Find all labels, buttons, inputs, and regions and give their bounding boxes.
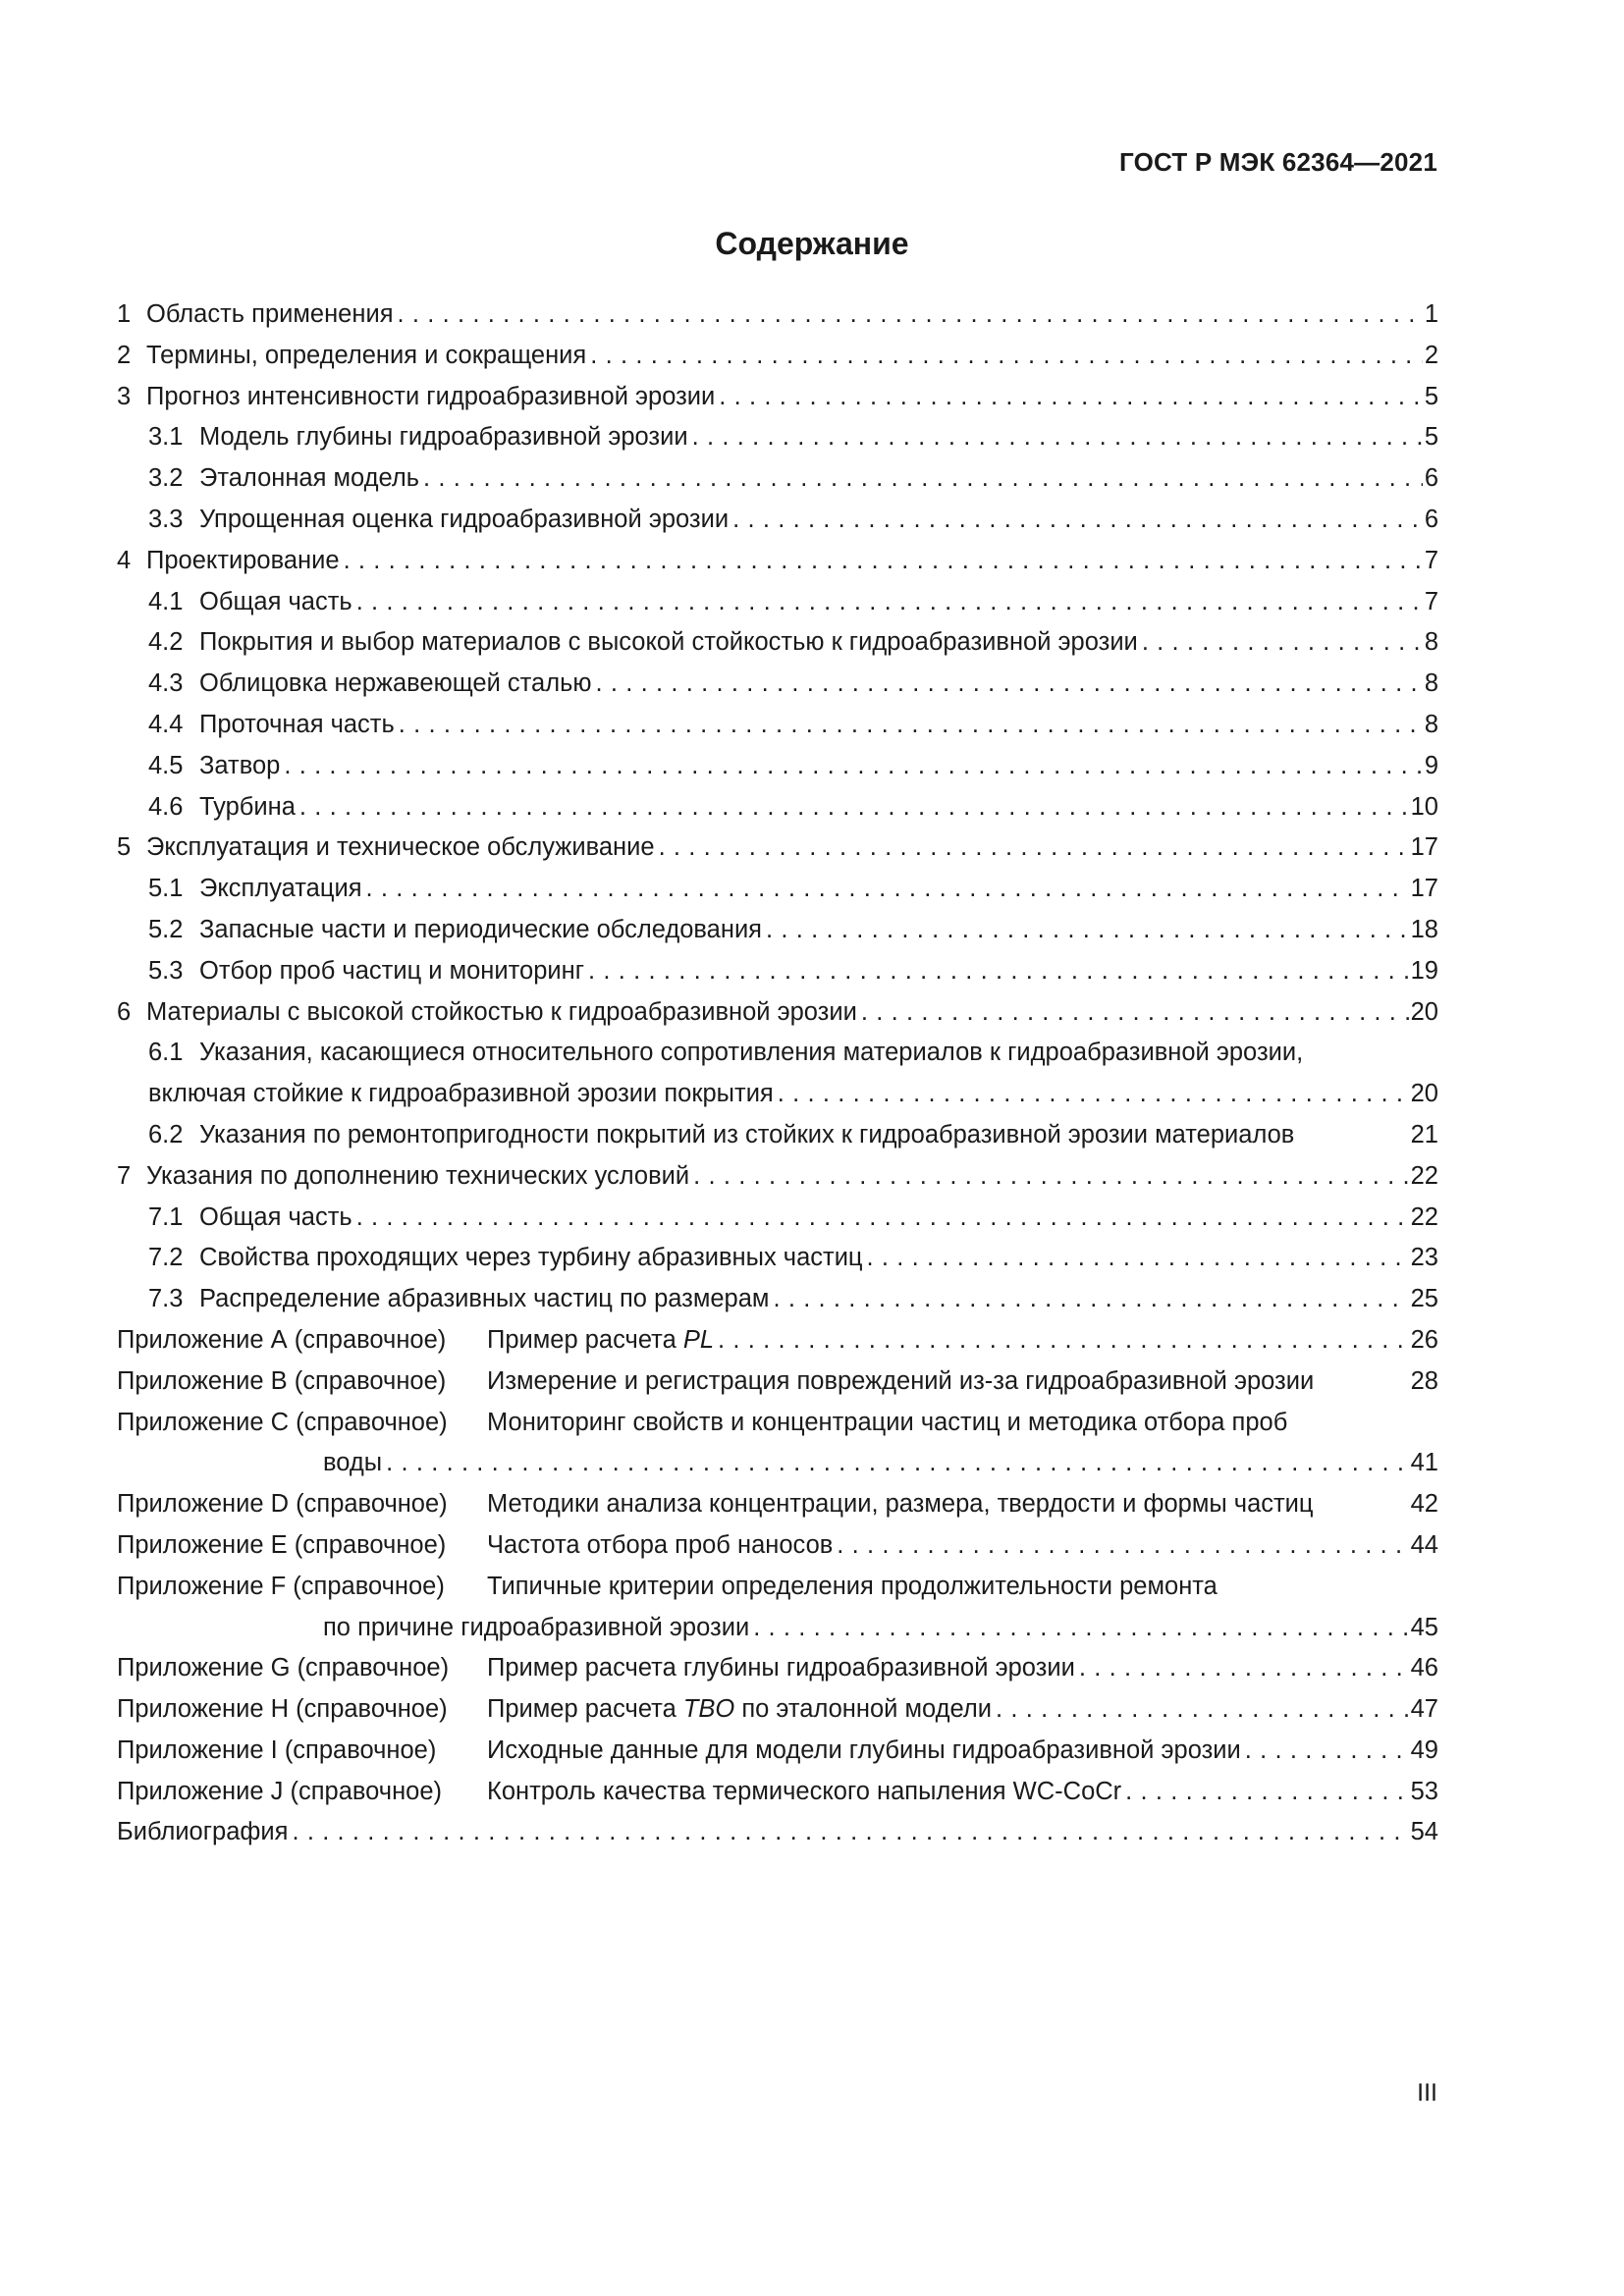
toc-leader bbox=[366, 869, 1409, 910]
toc-entry-number: 3 bbox=[117, 382, 132, 410]
appendix-label: Приложение G (справочное) bbox=[117, 1654, 450, 1682]
toc-entry[interactable] bbox=[117, 1198, 1438, 1239]
toc-entry[interactable] bbox=[117, 377, 1438, 418]
toc-entry-page: 28 bbox=[1410, 1366, 1438, 1395]
toc-entry-title: Упрощенная оценка гидроабразивной эрозии bbox=[199, 505, 730, 533]
toc-entry-number: 5.1 bbox=[148, 875, 184, 903]
appendix-entry[interactable] bbox=[117, 1484, 1438, 1525]
toc-entry-page: 47 bbox=[1410, 1695, 1438, 1724]
toc-entry-page: 7 bbox=[1424, 546, 1438, 574]
toc-leader bbox=[356, 1198, 1409, 1239]
appendix-entry[interactable] bbox=[117, 1320, 1438, 1362]
toc-entry[interactable] bbox=[117, 992, 1438, 1034]
toc-entry-number: 4.3 bbox=[148, 669, 184, 698]
toc-entry-number: 6 bbox=[117, 997, 132, 1026]
toc-leader bbox=[692, 417, 1423, 458]
toc-entry-title: Проектирование bbox=[146, 546, 340, 574]
toc-leader bbox=[867, 1238, 1409, 1279]
toc-entry-number: 4.6 bbox=[148, 792, 184, 821]
toc-entry-page: 17 bbox=[1410, 833, 1438, 862]
toc-entry-title: Проточная часть bbox=[199, 710, 395, 738]
toc-entry-title: Покрытия и выбор материалов с высокой стойкостью к гидроабразивной эрозии bbox=[199, 628, 1138, 657]
appendix-title: Мониторинг свойств и концентрации частиц и методика отбора проб bbox=[487, 1408, 1288, 1436]
toc-entry-page: 6 bbox=[1424, 505, 1438, 533]
appendix-entry[interactable] bbox=[117, 1689, 1438, 1731]
toc-entry-number: 2 bbox=[117, 341, 132, 369]
toc-entry-number: 3.3 bbox=[148, 505, 184, 533]
appendix-title: Пример расчета глубины гидроабразивной эрозии bbox=[487, 1654, 1075, 1682]
toc-leader bbox=[590, 336, 1423, 377]
toc-entry-title: Запасные части и периодические обследования bbox=[199, 915, 762, 943]
appendix-entry[interactable] bbox=[117, 1648, 1438, 1689]
toc-entry-page: 7 bbox=[1424, 587, 1438, 615]
toc-entry-title: Эталонная модель bbox=[199, 464, 420, 493]
toc-entry-page: 1 bbox=[1424, 300, 1438, 328]
toc-entry-title: Модель глубины гидроабразивной эрозии bbox=[199, 423, 688, 452]
toc-entry-title: Термины, определения и сокращения bbox=[146, 341, 587, 369]
appendix-label: Приложение Н (справочное) bbox=[117, 1695, 448, 1724]
appendix-entry-continuation[interactable] bbox=[117, 1608, 1438, 1649]
toc-entry-page: 21 bbox=[1410, 1120, 1438, 1148]
appendix-label: Приложение J (справочное) bbox=[117, 1777, 443, 1805]
toc-entry-number: 4.5 bbox=[148, 751, 184, 779]
toc-entry-number: 7.3 bbox=[148, 1285, 184, 1313]
toc-leader bbox=[719, 377, 1423, 418]
appendix-label: Приложение А (справочное) bbox=[117, 1325, 447, 1354]
toc-leader bbox=[423, 458, 1423, 500]
toc-entry[interactable] bbox=[117, 294, 1438, 336]
toc-entry-number: 5.2 bbox=[148, 915, 184, 943]
toc-entry-page: 25 bbox=[1410, 1285, 1438, 1313]
toc-leader bbox=[386, 1443, 1409, 1484]
toc-entry[interactable] bbox=[117, 417, 1438, 458]
toc-entry-number: 6.2 bbox=[148, 1120, 184, 1148]
toc-leader bbox=[659, 828, 1409, 869]
toc-entry-title: Облицовка нержавеющей сталью bbox=[199, 669, 592, 698]
appendix-entry-continuation[interactable] bbox=[117, 1443, 1438, 1484]
toc-leader bbox=[996, 1689, 1409, 1731]
appendix-entry[interactable] bbox=[117, 1525, 1438, 1567]
toc-entry-page: 6 bbox=[1424, 464, 1438, 493]
toc-leader bbox=[837, 1525, 1408, 1567]
toc-entry-page: 17 bbox=[1410, 875, 1438, 903]
toc-entry-page: 45 bbox=[1410, 1613, 1438, 1641]
toc-entry[interactable] bbox=[117, 1238, 1438, 1279]
toc-leader bbox=[1079, 1648, 1409, 1689]
toc-entry-page: 41 bbox=[1410, 1449, 1438, 1477]
toc-entry[interactable] bbox=[117, 336, 1438, 377]
toc-entry-title: Отбор проб частиц и мониторинг bbox=[199, 956, 585, 985]
toc-leader bbox=[732, 500, 1423, 541]
toc-entry[interactable] bbox=[117, 910, 1438, 951]
toc-entry[interactable] bbox=[117, 500, 1438, 541]
toc-entry[interactable] bbox=[117, 869, 1438, 910]
toc-leader bbox=[718, 1320, 1409, 1362]
toc-entry-number: 6.1 bbox=[148, 1039, 184, 1067]
toc-entry-page: 42 bbox=[1410, 1490, 1438, 1519]
page-number: III bbox=[1417, 2079, 1437, 2107]
appendix-label: Приложение I (справочное) bbox=[117, 1735, 437, 1764]
toc-entry-title: Распределение абразивных частиц по размерам bbox=[199, 1285, 770, 1313]
toc-entry[interactable] bbox=[117, 664, 1438, 705]
toc-leader bbox=[344, 541, 1423, 582]
toc-entry-number: 4.1 bbox=[148, 587, 184, 615]
toc-entry-page: 5 bbox=[1424, 382, 1438, 410]
toc-entry-continuation[interactable] bbox=[117, 1074, 1438, 1115]
toc-leader bbox=[693, 1156, 1408, 1198]
toc-entry-page: 26 bbox=[1410, 1325, 1438, 1354]
toc-entry-number: 7 bbox=[117, 1161, 132, 1190]
appendix-title-cont: по причине гидроабразивной эрозии bbox=[323, 1613, 750, 1641]
toc-entry-page: 54 bbox=[1410, 1818, 1438, 1846]
toc-entry-page: 20 bbox=[1410, 997, 1438, 1026]
appendix-label: Приложение F (справочное) bbox=[117, 1572, 445, 1600]
toc-entry-number: 3.1 bbox=[148, 423, 184, 452]
appendix-title: Исходные данные для модели глубины гидроабразивной эрозии bbox=[487, 1735, 1241, 1764]
toc-leader bbox=[861, 992, 1409, 1034]
toc-leader bbox=[1142, 622, 1423, 664]
toc-entry[interactable] bbox=[117, 1279, 1438, 1320]
toc-entry-page: 2 bbox=[1424, 341, 1438, 369]
toc-leader bbox=[398, 294, 1423, 336]
appendix-entry[interactable] bbox=[117, 1731, 1438, 1772]
toc-leader bbox=[766, 910, 1409, 951]
toc-entry[interactable] bbox=[117, 541, 1438, 582]
toc-entry-title: Общая часть bbox=[199, 1202, 352, 1231]
appendix-entry[interactable] bbox=[117, 1403, 1438, 1444]
bibliography-title: Библиография bbox=[117, 1818, 289, 1846]
toc-entry-title: Указания по дополнению технических условий bbox=[146, 1161, 690, 1190]
appendix-label: Приложение С (справочное) bbox=[117, 1408, 448, 1436]
toc-entry[interactable] bbox=[117, 458, 1438, 500]
toc-entry-number: 4.4 bbox=[148, 710, 184, 738]
toc-entry-page: 20 bbox=[1410, 1080, 1438, 1108]
toc-entry-number: 5.3 bbox=[148, 956, 184, 985]
toc-entry[interactable] bbox=[117, 828, 1438, 869]
toc-leader bbox=[292, 1812, 1408, 1853]
toc-entry-title: Эксплуатация bbox=[199, 875, 362, 903]
toc-leader bbox=[1245, 1731, 1409, 1772]
toc-entry-page: 5 bbox=[1424, 423, 1438, 452]
bibliography-entry[interactable] bbox=[117, 1812, 1438, 1853]
toc-entry-page: 8 bbox=[1424, 710, 1438, 738]
toc-leader bbox=[399, 705, 1423, 746]
toc-entry-title: Материалы с высокой стойкостью к гидроабразивной эрозии bbox=[146, 997, 857, 1026]
toc-leader bbox=[596, 664, 1423, 705]
toc-entry-page: 19 bbox=[1410, 956, 1438, 985]
appendix-title: Методики анализа концентрации, размера, твердости и формы частиц bbox=[487, 1490, 1314, 1519]
toc-entry-title: Область применения bbox=[146, 300, 394, 328]
toc-entry[interactable] bbox=[117, 787, 1438, 828]
toc-entry-title: Затвор bbox=[199, 751, 281, 779]
toc-leader bbox=[299, 787, 1409, 828]
toc-entry-page: 22 bbox=[1410, 1161, 1438, 1190]
toc-entry-page: 10 bbox=[1410, 792, 1438, 821]
toc-entry-title: Указания по ремонтопригодности покрытий из стойких к гидроабразивной эрозии материалов bbox=[199, 1120, 1295, 1148]
toc-entry-page: 44 bbox=[1410, 1530, 1438, 1559]
toc-leader bbox=[778, 1074, 1409, 1115]
toc-entry-title: Прогноз интенсивности гидроабразивной эрозии bbox=[146, 382, 716, 410]
toc-entry-page: 9 bbox=[1424, 751, 1438, 779]
toc-entry-title: Свойства проходящих через турбину абразивных частиц bbox=[199, 1244, 863, 1272]
appendix-label: Приложение Е (справочное) bbox=[117, 1530, 447, 1559]
toc-title: Содержание bbox=[715, 226, 909, 261]
toc-entry-page: 18 bbox=[1410, 915, 1438, 943]
table-of-contents bbox=[117, 294, 1438, 1853]
toc-entry-title: Указания, касающиеся относительного сопротивления материалов к гидроабразивной эрозии, bbox=[199, 1039, 1304, 1067]
toc-entry[interactable] bbox=[117, 582, 1438, 623]
toc-entry[interactable] bbox=[117, 1033, 1438, 1074]
toc-entry-number: 3.2 bbox=[148, 464, 184, 493]
toc-leader bbox=[284, 746, 1422, 787]
toc-leader bbox=[773, 1279, 1408, 1320]
toc-entry[interactable] bbox=[117, 1156, 1438, 1198]
appendix-label: Приложение В (справочное) bbox=[117, 1366, 447, 1395]
toc-entry[interactable] bbox=[117, 1115, 1438, 1156]
appendix-title-cont: воды bbox=[323, 1449, 383, 1477]
toc-entry-page: 46 bbox=[1410, 1654, 1438, 1682]
toc-entry[interactable] bbox=[117, 746, 1438, 787]
toc-entry-title: Турбина bbox=[199, 792, 296, 821]
appendix-title: Контроль качества термического напыления WC-CoCr bbox=[487, 1777, 1122, 1805]
appendix-title: Измерение и регистрация повреждений из-за гидроабразивной эрозии bbox=[487, 1366, 1315, 1395]
toc-leader bbox=[1125, 1772, 1408, 1813]
toc-entry-title-cont: включая стойкие к гидроабразивной эрозии покрытия bbox=[148, 1080, 774, 1108]
toc-entry-title: Эксплуатация и техническое обслуживание bbox=[146, 833, 655, 862]
toc-entry-number: 4 bbox=[117, 546, 132, 574]
toc-entry-page: 8 bbox=[1424, 628, 1438, 657]
toc-entry-title: Общая часть bbox=[199, 587, 352, 615]
appendix-title: Пример расчета TBO по эталонной модели bbox=[487, 1695, 992, 1724]
toc-leader bbox=[753, 1608, 1408, 1649]
toc-entry-page: 23 bbox=[1410, 1244, 1438, 1272]
toc-leader bbox=[356, 582, 1423, 623]
appendix-label: Приложение D (справочное) bbox=[117, 1490, 448, 1519]
toc-entry-page: 53 bbox=[1410, 1777, 1438, 1805]
toc-entry-page: 49 bbox=[1410, 1735, 1438, 1764]
appendix-title: Пример расчета PL bbox=[487, 1325, 715, 1354]
appendix-entry[interactable] bbox=[117, 1362, 1438, 1403]
toc-entry-page: 8 bbox=[1424, 669, 1438, 698]
appendix-title: Частота отбора проб наносов bbox=[487, 1530, 834, 1559]
appendix-entry[interactable] bbox=[117, 1567, 1438, 1608]
document-id: ГОСТ Р МЭК 62364—2021 bbox=[1118, 147, 1437, 177]
toc-entry-number: 5 bbox=[117, 833, 132, 862]
toc-entry[interactable] bbox=[117, 622, 1438, 664]
toc-entry-number: 7.2 bbox=[148, 1244, 184, 1272]
toc-entry[interactable] bbox=[117, 705, 1438, 746]
toc-entry-number: 4.2 bbox=[148, 628, 184, 657]
toc-entry-number: 7.1 bbox=[148, 1202, 184, 1231]
toc-entry-page: 22 bbox=[1410, 1202, 1438, 1231]
appendix-entry[interactable] bbox=[117, 1772, 1438, 1813]
toc-entry-number: 1 bbox=[117, 300, 132, 328]
toc-entry[interactable] bbox=[117, 951, 1438, 992]
appendix-title: Типичные критерии определения продолжительности ремонта bbox=[487, 1572, 1218, 1600]
toc-leader bbox=[588, 951, 1409, 992]
